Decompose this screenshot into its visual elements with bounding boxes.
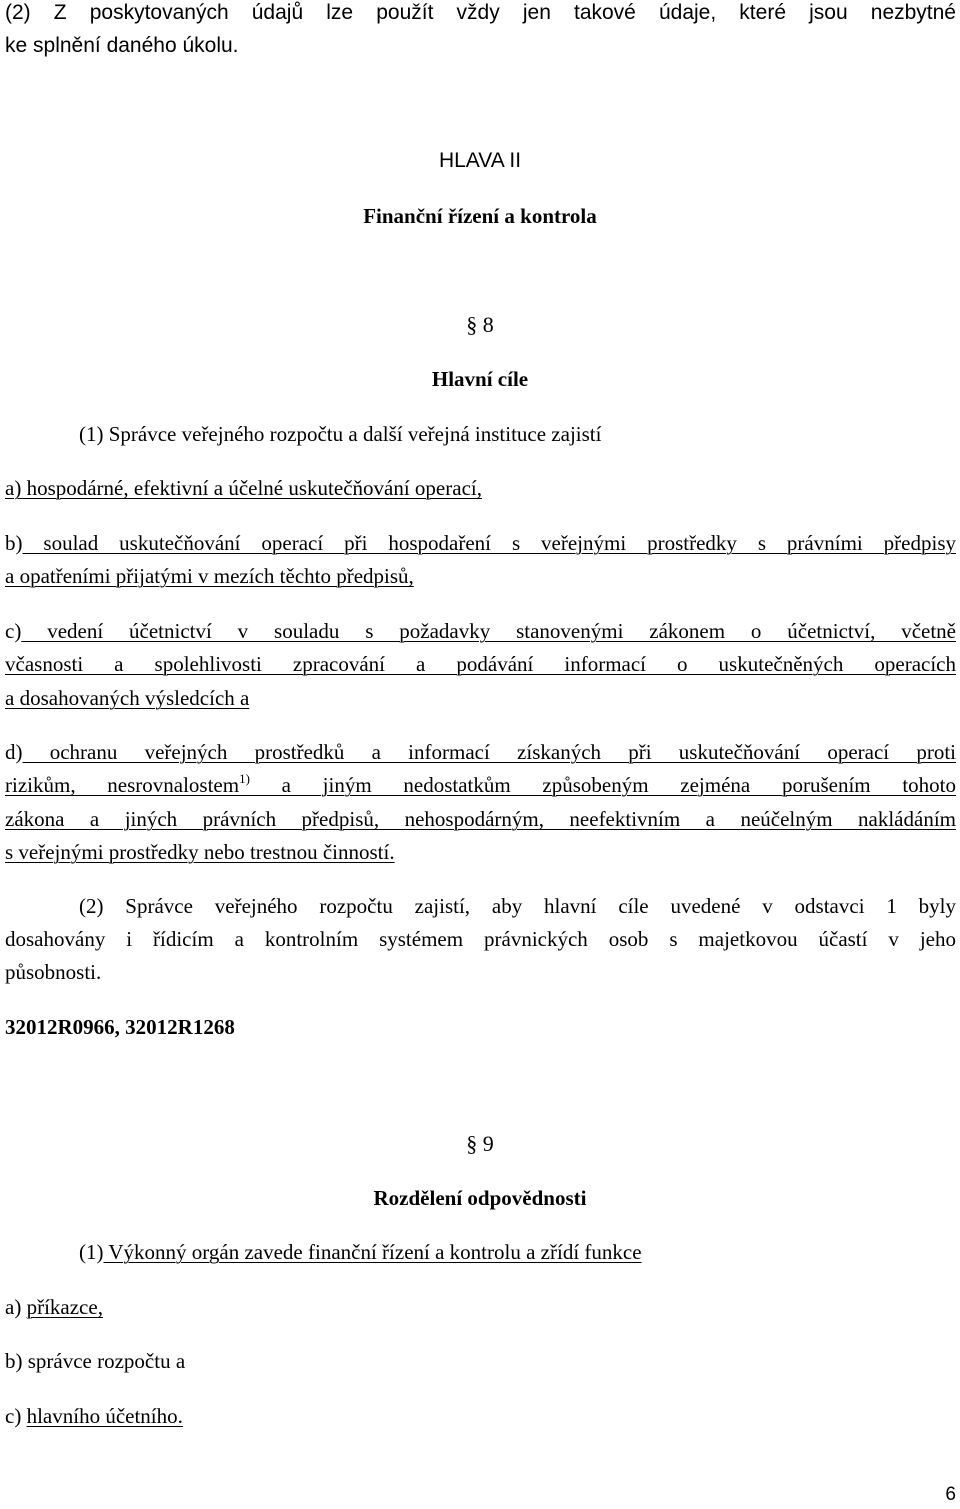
section-8-item-b-line-2: a opatřeními přijatými v mezích těchto předpisů,: [5, 564, 414, 588]
section-8-paragraph-1: (1) Správce veřejného rozpočtu a další veřejná instituce zajistí: [79, 422, 602, 446]
section-9-item-c: [5, 1403, 183, 1429]
section-9-item-a: [5, 1294, 103, 1320]
section-8-item-d-line-4: s veřejnými prostředky nebo trestnou činností.: [5, 840, 395, 864]
item-b-text-1: soulad uskutečňování operací při hospodaření s veřejnými prostředky s právními předpisy: [22, 531, 956, 555]
page-number: 6: [945, 1484, 956, 1505]
section-9-paragraph-1: [79, 1239, 642, 1265]
intro-line-2: ke splnění daného úkolu.: [5, 34, 239, 57]
section-8-item-c-line-1: [5, 618, 956, 644]
section-8-paragraph-2-line-1: (2) Správce veřejného rozpočtu zajistí, aby hlavní cíle uvedené v odstavci 1 byly: [79, 894, 956, 918]
section-8-mark: § 8: [466, 312, 494, 337]
item-d-prefix: d): [5, 740, 23, 764]
section-8-item-b-line-1: [5, 530, 956, 556]
section-9-c-text: hlavního účetního.: [26, 1404, 183, 1428]
section-8-item-d-line-1: [5, 739, 956, 765]
section-8-item-d-line-3: zákona a jiných právních předpisů, nehospodárným, neefektivním a neúčelným nakládáním: [5, 807, 956, 831]
section-9-heading: Rozdělení odpovědnosti: [373, 1186, 587, 1210]
celex-references: 32012R0966, 32012R1268: [5, 1015, 235, 1039]
section-8-item-a: a) hospodárné, efektivní a účelné uskutečňování operací,: [5, 476, 482, 500]
section-9-p1-text: Výkonný orgán zavede finanční řízení a kontrolu a zřídí funkce: [103, 1240, 642, 1264]
intro-line-1: (2) Z poskytovaných údajů lze použít vždy jen takové údaje, které jsou nezbytné: [5, 1, 956, 24]
chapter-title: Finanční řízení a kontrola: [363, 204, 597, 228]
footnote-ref-1[interactable]: 1): [239, 771, 250, 786]
item-d-text-2a: rizikům, nesrovnalostem: [5, 773, 240, 797]
section-8-paragraph-2-line-2: dosahovány i řídicím a kontrolním systémem právnických osob s majetkovou účastí v jeho: [5, 927, 956, 951]
item-b-prefix: b): [5, 531, 23, 555]
item-c-prefix: c): [5, 619, 22, 643]
chapter-number: HLAVA II: [438, 149, 522, 172]
section-8-item-c-line-3: a dosahovaných výsledcích a: [5, 686, 250, 710]
section-9-a-prefix: a): [5, 1295, 27, 1319]
section-8-item-c-line-2: včasnosti a spolehlivosti zpracování a podávání informací o uskutečněných operacích: [5, 652, 956, 676]
section-9-a-text: příkazce,: [26, 1295, 103, 1319]
section-9-c-prefix: c): [5, 1404, 27, 1428]
section-9-item-b: b) správce rozpočtu a: [5, 1349, 186, 1373]
section-8-heading: Hlavní cíle: [431, 367, 529, 391]
item-d-text-1: ochranu veřejných prostředků a informací získaných při uskutečňování operací proti: [22, 740, 956, 764]
item-c-text-1: vedení účetnictví v souladu s požadavky stanovenými zákonem o účetnictví, včetně: [21, 619, 956, 643]
section-8-item-d-line-2: [5, 772, 956, 798]
section-8-paragraph-2-line-3: působnosti.: [5, 960, 102, 984]
item-d-text-2b: a jiným nedostatkům způsobeným zejména porušením tohoto: [249, 773, 956, 797]
section-9-mark: § 9: [466, 1131, 494, 1156]
section-9-p1-prefix: (1): [79, 1240, 104, 1264]
